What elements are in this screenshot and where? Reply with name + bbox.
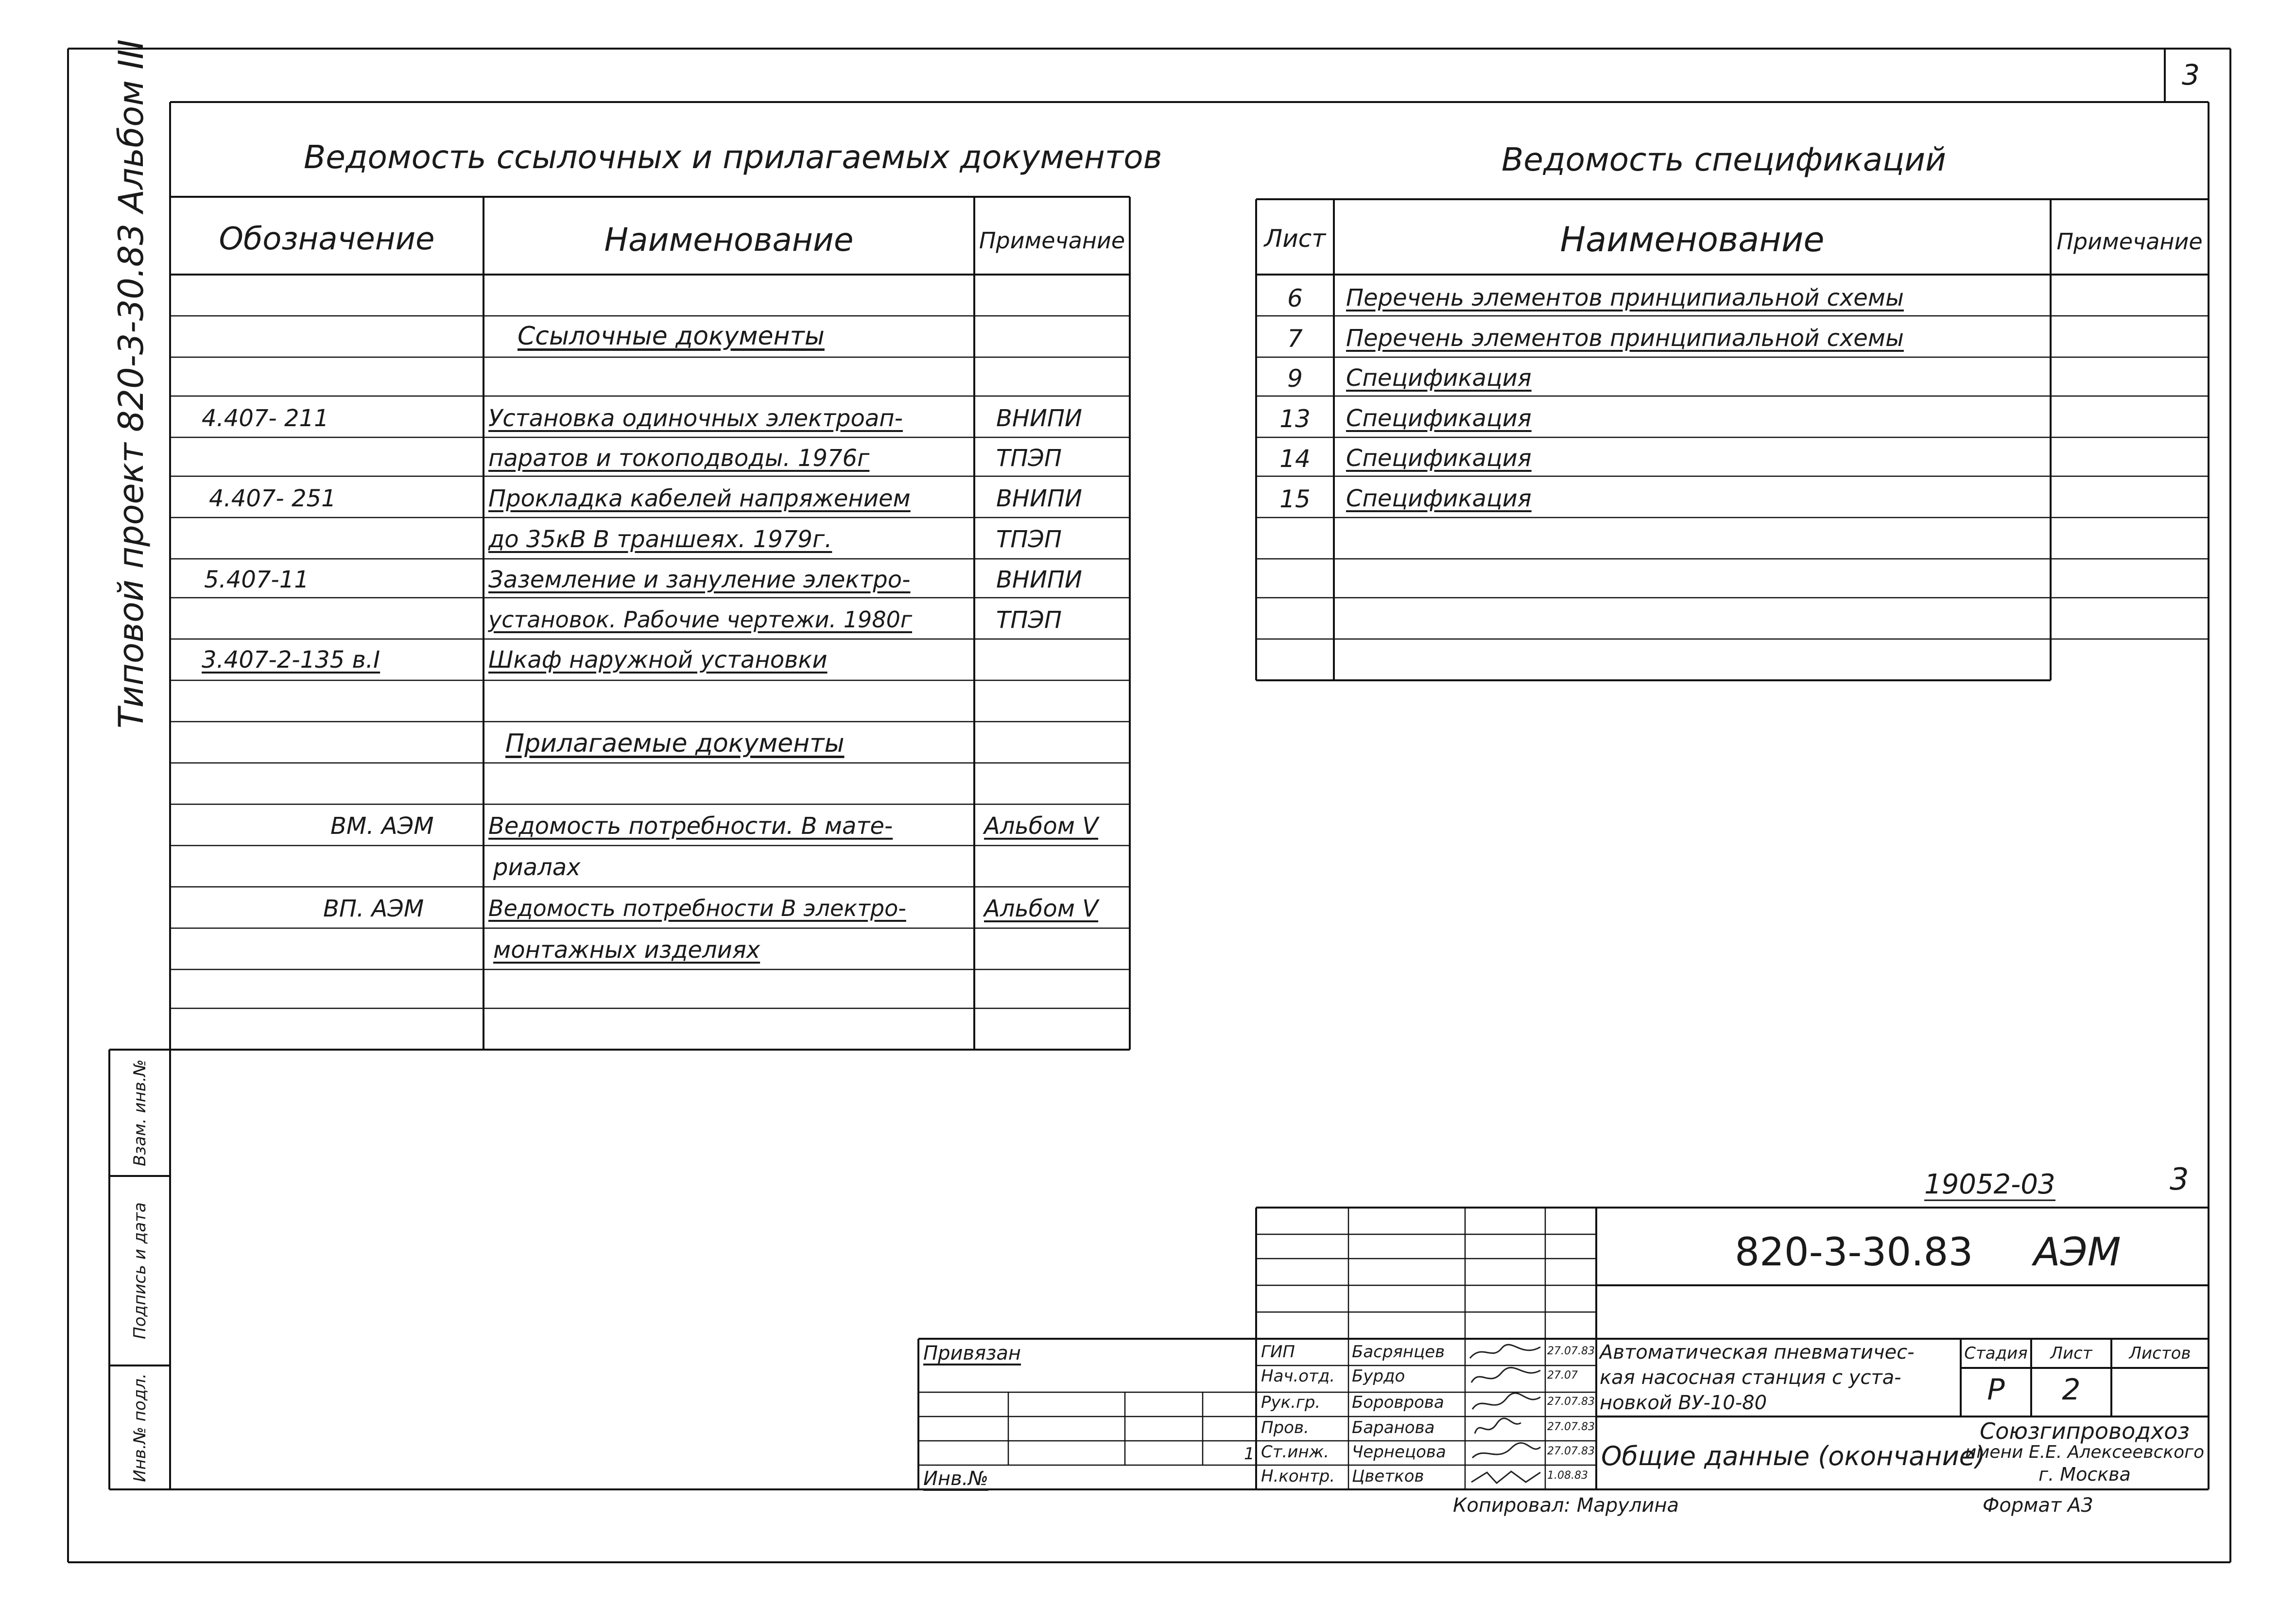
refs-section-referenced: Ссылочные документы: [518, 322, 825, 351]
project-mark: АЭМ: [2034, 1229, 2121, 1275]
att-row-designation: ВМ. АЭМ: [330, 812, 434, 840]
refs-row-note: ТПЭП: [996, 526, 1062, 553]
signature-scribble: [1475, 1418, 1521, 1434]
role-label: Рук.гр.: [1261, 1393, 1321, 1412]
org-name: имени Е.Е. Алексеевского: [1965, 1442, 2205, 1462]
sheet-value: 2: [2062, 1373, 2081, 1407]
org-name: Союзгипроводхоз: [1980, 1418, 2190, 1444]
role-label: ГИП: [1261, 1342, 1295, 1362]
att-row-designation: ВП. АЭМ: [323, 895, 424, 922]
spec-row-sheet: 9: [1287, 364, 1303, 393]
sheet-label: Лист: [2050, 1344, 2092, 1363]
sign-date: 27.07.83: [1547, 1421, 1595, 1433]
object-line: кая насосная станция с уста-: [1600, 1366, 1901, 1389]
refs-row-name: установок. Рабочие чертежи. 1980г: [488, 606, 913, 633]
spec-row-sheet: 13: [1279, 405, 1311, 433]
person-name: Цветков: [1352, 1467, 1424, 1486]
inv-number-label: Инв.№: [923, 1468, 988, 1490]
spec-row-sheet: 14: [1279, 445, 1311, 473]
person-name: Бурдо: [1352, 1366, 1405, 1386]
att-row-name: Ведомость потребности В электро-: [488, 895, 906, 921]
spec-row-sheet: 6: [1287, 284, 1303, 312]
spec-row-name: Спецификация: [1346, 405, 1532, 432]
project-code: 820-3-30.83: [1735, 1229, 1973, 1275]
refs-row-designation: 4.407- 211: [202, 405, 329, 432]
role-label: Нач.отд.: [1261, 1366, 1335, 1386]
archive-number: 19052-03: [1924, 1169, 2055, 1200]
paper-format: Формат А3: [1983, 1494, 2093, 1517]
refs-row-designation: 5.407-11: [204, 566, 309, 593]
signature-scribble: [1472, 1443, 1540, 1458]
refs-header-note: Примечание: [979, 227, 1125, 254]
signature-scribble: [1471, 1367, 1540, 1382]
refs-section-attached: Прилагаемые документы: [505, 729, 845, 758]
spec-row-name: Спецификация: [1346, 364, 1532, 392]
tied-label: Привязан: [923, 1342, 1021, 1365]
spec-header-sheet: Лист: [1264, 225, 1326, 253]
refs-row-note: ВНИПИ: [996, 485, 1082, 512]
sheet-number-top: 3: [2182, 58, 2200, 91]
refs-row-name: Установка одиночных электроап-: [488, 405, 903, 432]
role-label: Н.контр.: [1261, 1467, 1335, 1486]
att-row-name: монтажных изделиях: [493, 936, 760, 964]
refs-row-designation: 3.407-2-135 в.I: [202, 646, 380, 674]
refs-row-note: ВНИПИ: [996, 405, 1082, 432]
side-title: Типовой проект 820-3-30.83 Альбом III: [111, 39, 151, 729]
role-label: Ст.инж.: [1261, 1442, 1329, 1462]
person-name: Чернецова: [1352, 1442, 1446, 1462]
refs-row-name: Шкаф наружной установки: [488, 646, 828, 674]
spec-header-name: Наименование: [1560, 220, 1825, 259]
spec-row-name: Перечень элементов принципиальной схемы: [1346, 325, 1904, 352]
att-row-note: Альбом V: [984, 812, 1099, 840]
inv-original-label: Инв.№ подл.: [130, 1373, 150, 1482]
refs-row-designation: 4.407- 251: [209, 485, 336, 512]
refs-row-name: Прокладка кабелей напряжением: [488, 485, 911, 512]
sheet-number-right: 3: [2170, 1161, 2189, 1197]
object-line: Автоматическая пневматичес-: [1600, 1341, 1915, 1364]
refs-title: Ведомость ссылочных и прилагаемых документов: [304, 138, 1162, 176]
refs-row-name: паратов и токоподводы. 1976г: [488, 445, 870, 472]
sign-date: 27.07.83: [1547, 1445, 1595, 1457]
spec-title: Ведомость спецификаций: [1502, 141, 1946, 178]
person-name: Бороврова: [1352, 1393, 1444, 1412]
org-city: г. Москва: [2038, 1464, 2131, 1485]
refs-header-name: Наименование: [604, 221, 854, 259]
att-row-name: риалах: [493, 854, 581, 881]
refs-row-note: ВНИПИ: [996, 566, 1082, 593]
digit-one: 1: [1244, 1444, 1255, 1464]
signature-date-label: Подпись и дата: [130, 1202, 150, 1339]
copied-by: Копировал: Марулина: [1453, 1494, 1679, 1517]
sheet-title: Общие данные (окончание): [1601, 1441, 1985, 1471]
refs-header-designation: Обозначение: [219, 221, 435, 257]
refs-row-name: Заземление и зануление электро-: [488, 566, 911, 593]
stage-label: Стадия: [1964, 1344, 2028, 1363]
role-label: Пров.: [1261, 1418, 1309, 1437]
spec-row-name: Спецификация: [1346, 485, 1532, 512]
replacement-inv-label: Взам. инв.№: [130, 1059, 150, 1167]
sign-date: 27.07: [1547, 1369, 1578, 1382]
sign-date: 27.07.83: [1547, 1345, 1595, 1357]
att-row-name: Ведомость потребности. В мате-: [488, 812, 893, 840]
signature-scribble: [1472, 1393, 1540, 1409]
spec-header-note: Примечание: [2056, 228, 2203, 255]
spec-row-name: Спецификация: [1346, 445, 1532, 472]
refs-row-note: ТПЭП: [996, 445, 1062, 472]
signature-scribbles: [1467, 1341, 1545, 1487]
signature-scribble: [1471, 1471, 1540, 1483]
spec-row-name: Перечень элементов принципиальной схемы: [1346, 284, 1904, 311]
person-name: Басрянцев: [1352, 1342, 1445, 1362]
sign-date: 1.08.83: [1547, 1469, 1588, 1482]
stage-value: Р: [1987, 1373, 2005, 1407]
spec-row-sheet: 15: [1279, 485, 1311, 513]
refs-row-name: до 35кВ В траншеях. 1979г.: [488, 526, 832, 553]
object-line: новкой ВУ-10-80: [1600, 1392, 1767, 1414]
sign-date: 27.07.83: [1547, 1396, 1595, 1408]
person-name: Баранова: [1352, 1418, 1435, 1437]
spec-row-sheet: 7: [1287, 325, 1303, 353]
refs-row-note: ТПЭП: [996, 606, 1062, 634]
sheets-label: Листов: [2129, 1344, 2191, 1363]
att-row-note: Альбом V: [984, 895, 1099, 922]
signature-scribble: [1470, 1345, 1540, 1358]
